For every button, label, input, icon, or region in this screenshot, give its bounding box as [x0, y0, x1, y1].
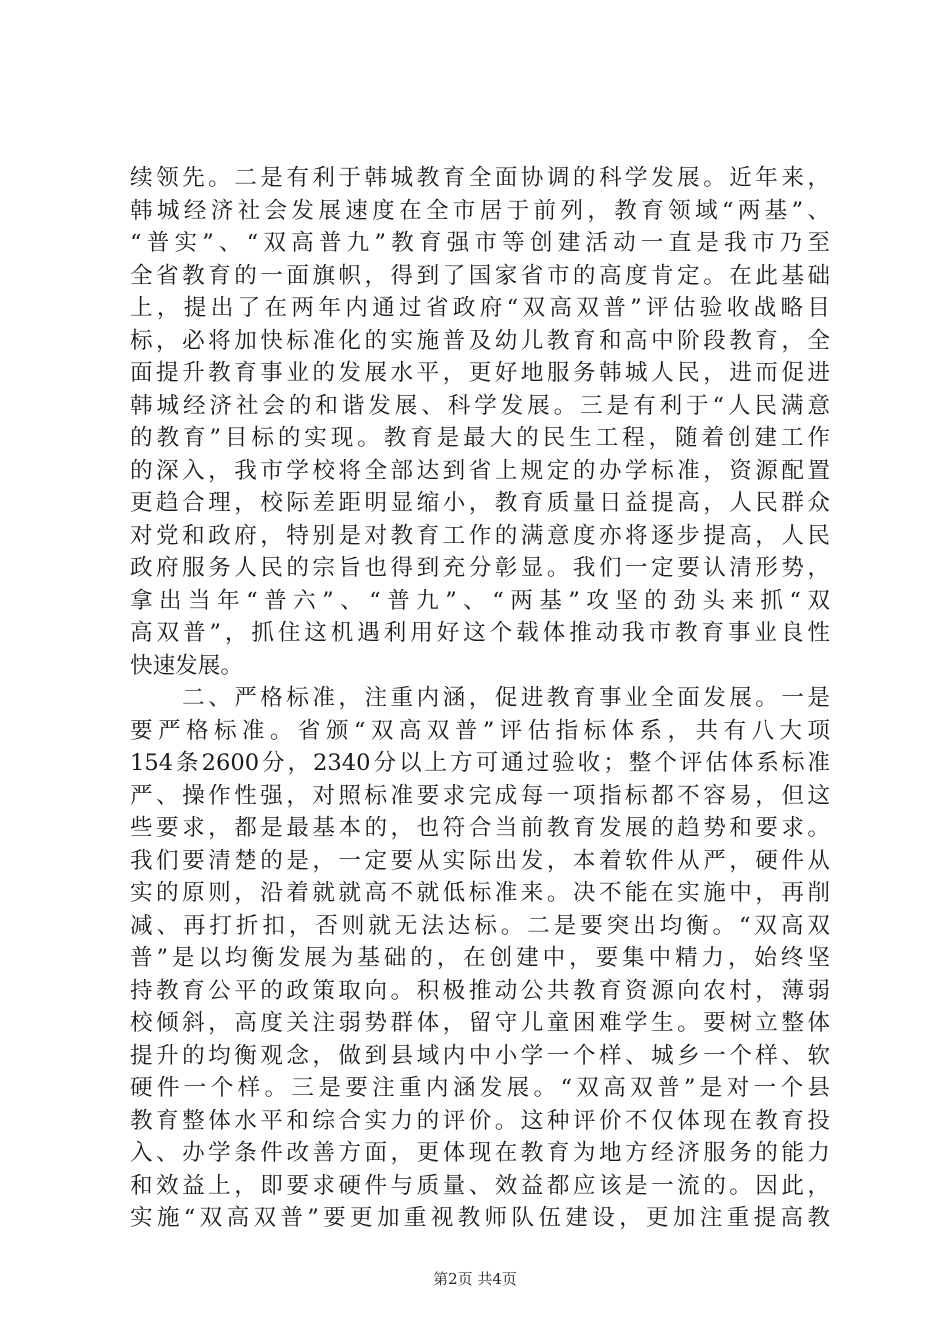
text-line: 些要求，都是最基本的，也符合当前教育发展的趋势和要求。	[130, 815, 830, 841]
text-line: 面提升教育事业的发展水平，更好地服务韩城人民，进而促进	[130, 360, 830, 386]
text-line: 减、再打折扣，否则就无法达标。二是要突出均衡。“双高双	[130, 912, 830, 939]
text-line: 韩城经济社会发展速度在全市居于前列，教育领域“两基”、	[130, 197, 830, 224]
text-line: 硬件一个样。三是要注重内涵发展。“双高双普”是对一个县	[130, 1075, 830, 1101]
text-line: 标，必将加快标准化的实施普及幼儿教育和高中阶段教育，全	[130, 327, 830, 354]
text-line: 和效益上，即要求硬件与质量、效益都应该是一流的。因此，	[130, 1172, 830, 1199]
text-line: 更趋合理，校际差距明显缩小，教育质量日益提高，人民群众	[130, 490, 830, 516]
text-line: 韩城经济社会的和谐发展、科学发展。三是有利于“人民满意	[130, 392, 830, 419]
body-text	[130, 162, 830, 1235]
text-line: 高双普”，抓住这机遇利用好这个载体推动我市教育事业良性	[130, 620, 830, 646]
text-line: 全省教育的一面旗帜，得到了国家省市的高度肯定。在此基础	[130, 262, 830, 289]
text-line: 校倾斜，高度关注弱势群体，留守儿童困难学生。要树立整体	[130, 1010, 830, 1036]
text-line: 要严格标准。省颁“双高双普”评估指标体系，共有八大项	[130, 717, 830, 744]
text-line: 持教育公平的政策取向。积极推动公共教育资源向农村，薄弱	[130, 977, 830, 1004]
text-line: 入、办学条件改善方面，更体现在教育为地方经济服务的能力	[130, 1140, 830, 1166]
text-line: 上，提出了在两年内通过省政府“双高双普”评估验收战略目	[130, 295, 830, 321]
page-footer	[0, 1269, 950, 1289]
text-line: 154条2600分，2340分以上方可通过验收；整个评估体系标准	[130, 750, 830, 776]
text-line: 政府服务人民的宗旨也得到充分彰显。我们一定要认清形势，	[130, 555, 830, 581]
text-line: 对党和政府，特别是对教育工作的满意度亦将逐步提高，人民	[130, 522, 830, 549]
text-line: 的深入，我市学校将全部达到省上规定的办学标准，资源配置	[130, 457, 830, 484]
text-line: 我们要清楚的是，一定要从实际出发，本着软件从严，硬件从	[130, 847, 830, 874]
text-line: 二、严格标准，注重内涵，促进教育事业全面发展。一是	[130, 685, 830, 711]
text-line: 提升的均衡观念，做到县域内中小学一个样、城乡一个样、软	[130, 1042, 830, 1069]
text-line: 拿出当年“普六”、“普九”、“两基”攻坚的劲头来抓“双	[130, 587, 830, 614]
text-line: 的教育”目标的实现。教育是最大的民生工程，随着创建工作	[130, 425, 830, 451]
text-line: 实施“双高双普”要更加重视教师队伍建设，更加注重提高教	[130, 1205, 830, 1231]
text-line: 教育整体水平和综合实力的评价。这种评价不仅体现在教育投	[130, 1107, 830, 1134]
text-line: “普实”、“双高普九”教育强市等创建活动一直是我市乃至	[130, 230, 830, 256]
page-number-label: 第2页 共4页	[433, 1270, 517, 1288]
text-line: 续领先。二是有利于韩城教育全面协调的科学发展。近年来，	[130, 165, 830, 191]
text-line: 实的原则，沿着就就高不就低标准来。决不能在实施中，再削	[130, 880, 830, 906]
text-line: 严、操作性强，对照标准要求完成每一项指标都不容易，但这	[130, 782, 830, 809]
text-line: 普”是以均衡发展为基础的，在创建中，要集中精力，始终坚	[130, 945, 830, 971]
text-line: 快速发展。	[130, 652, 243, 679]
